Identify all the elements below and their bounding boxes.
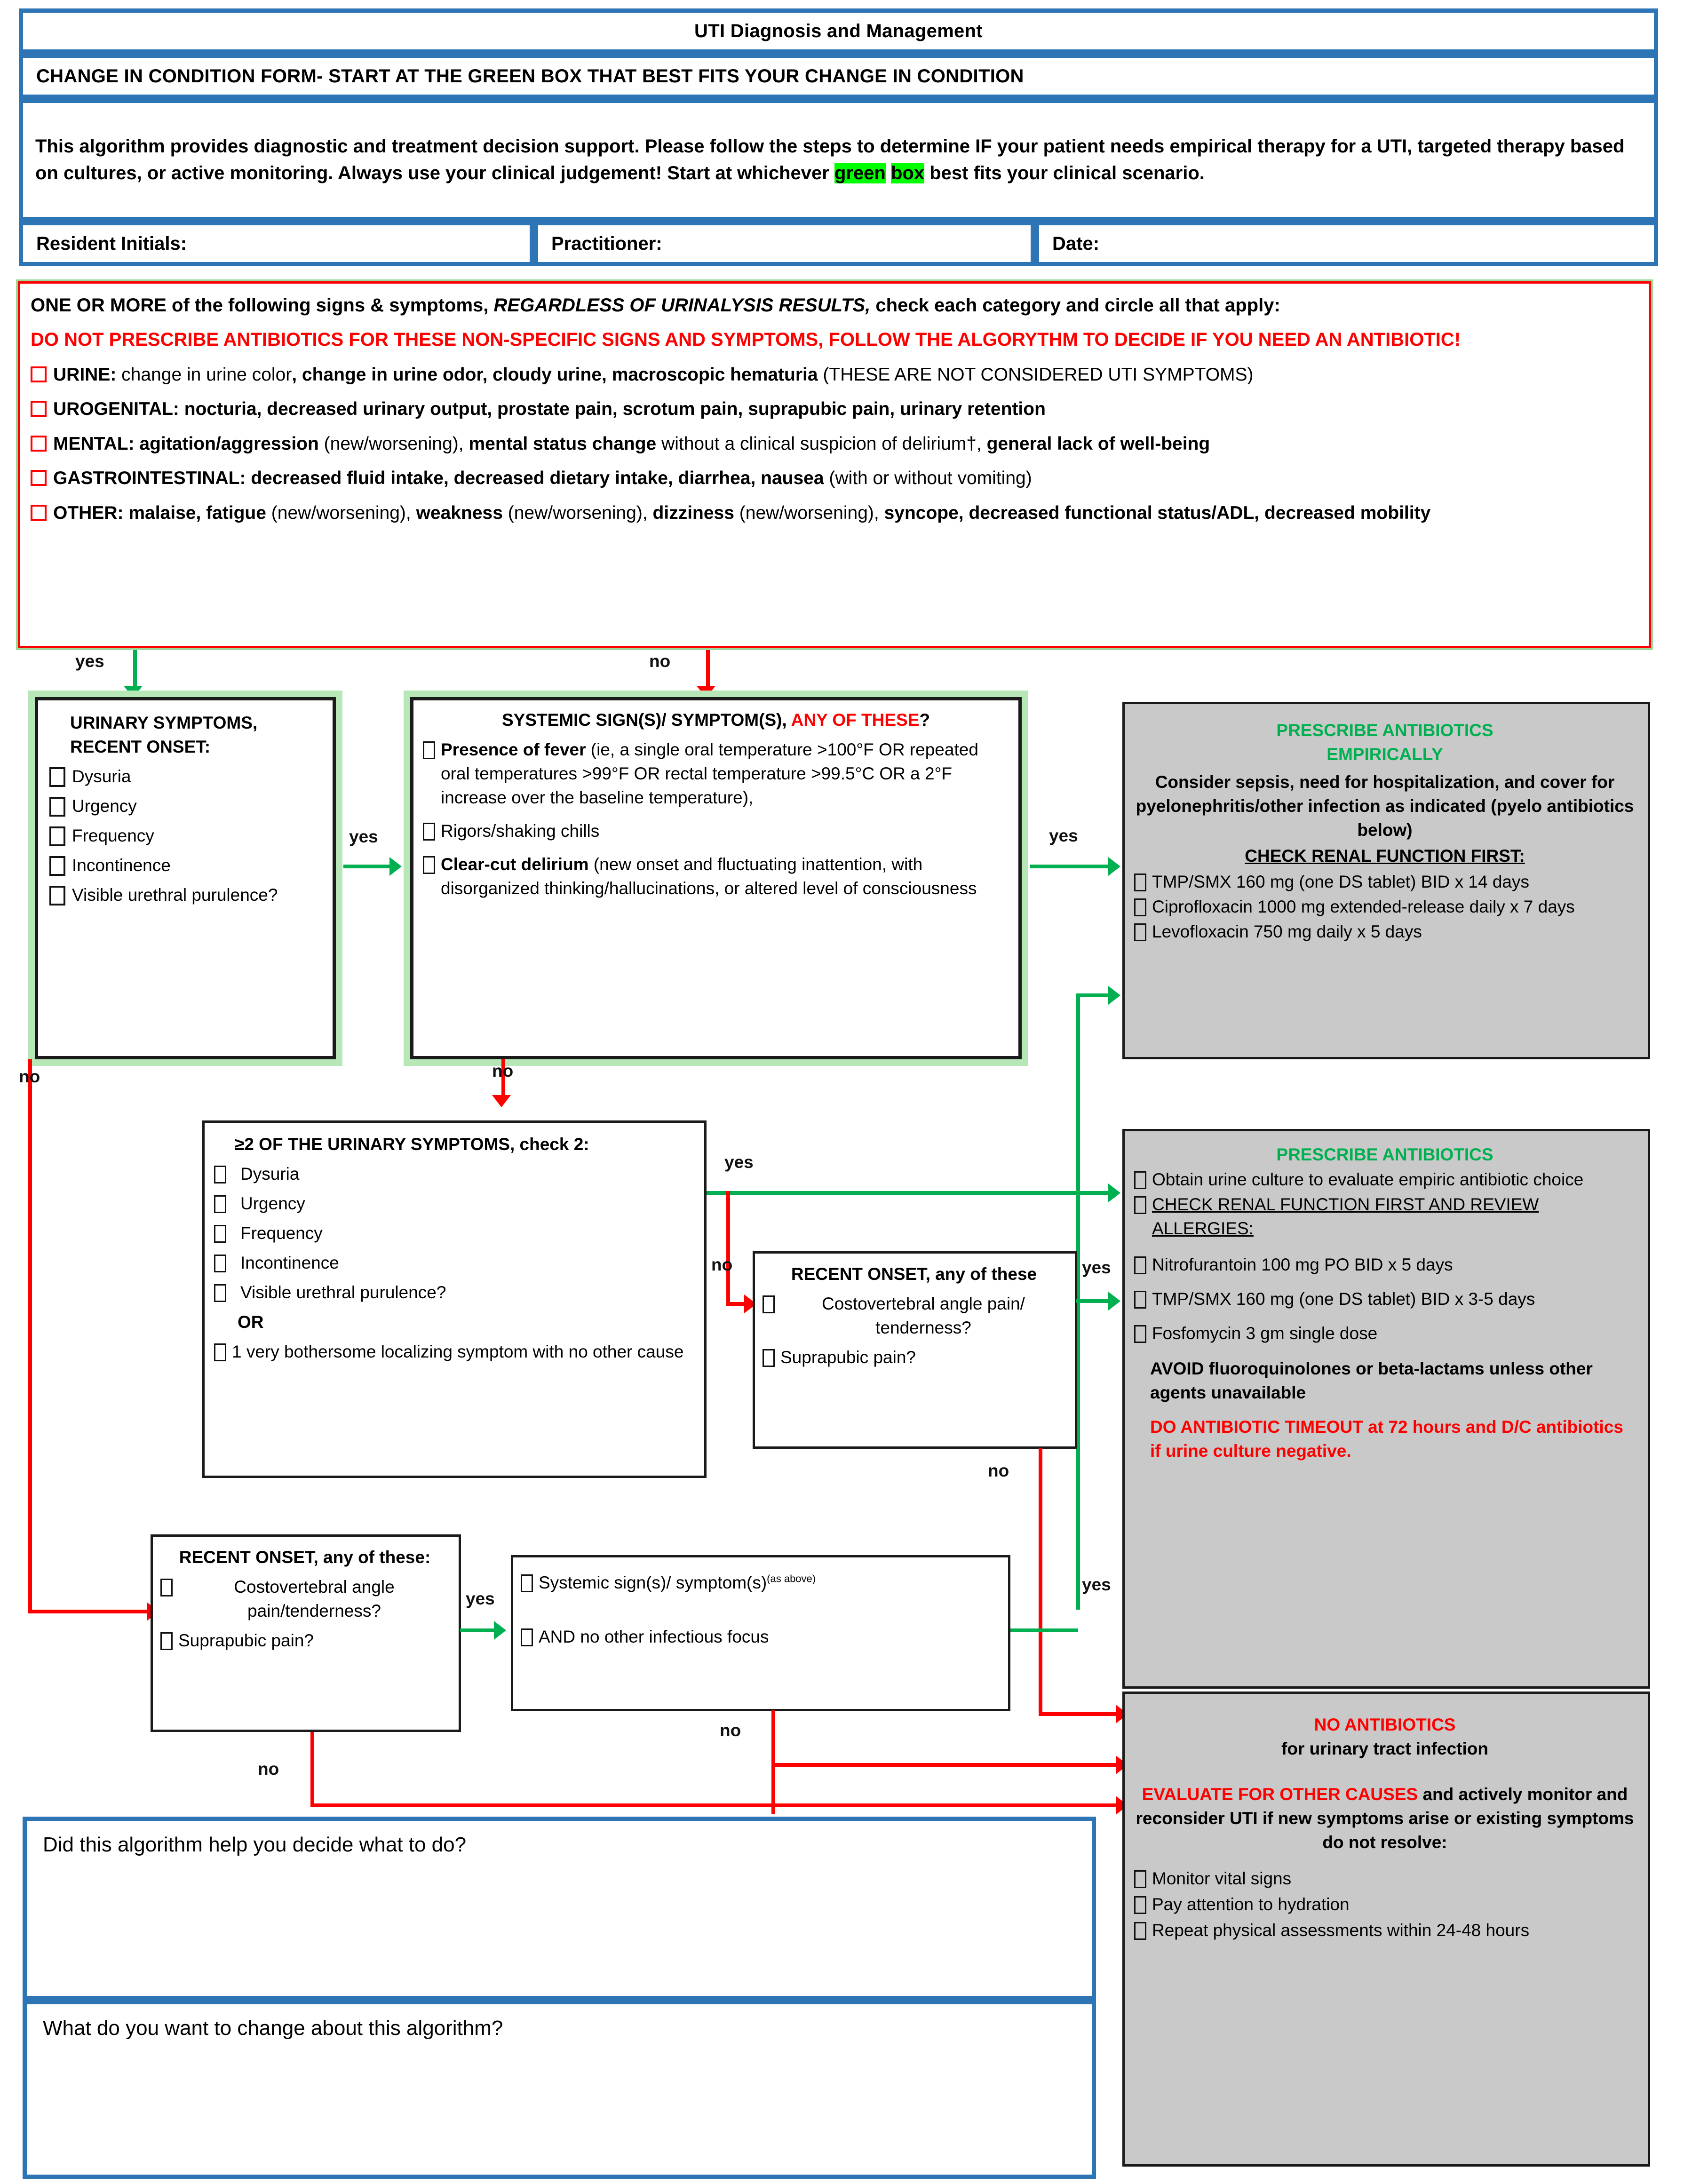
checkbox-icon[interactable] — [1134, 1896, 1146, 1914]
lead-italic: REGARDLESS OF URINALYSIS RESULTS, — [493, 295, 871, 316]
arrowhead-right-green-icon — [1108, 1183, 1120, 1202]
checkbox-icon[interactable] — [49, 797, 65, 817]
date-label: Date: — [1052, 233, 1100, 254]
mental-b2: mental status change — [469, 433, 657, 454]
other-n3: (new/worsening), — [734, 502, 884, 523]
prescribe-item-label: Obtain urine culture to evaluate empiric antibiotic choice — [1152, 1170, 1584, 1190]
systemic-rigors-text: Rigors/shaking chills — [441, 821, 600, 841]
instructions-green-1: green — [834, 163, 886, 183]
urinary-item-label: Dysuria — [72, 767, 131, 786]
checkbox-icon[interactable] — [763, 1295, 775, 1313]
checkbox-icon[interactable] — [214, 1166, 226, 1183]
no-antibiotics-item-repeat[interactable] — [1133, 1918, 1636, 1942]
checkbox-icon[interactable] — [1134, 1196, 1146, 1214]
edge-label-no: no — [258, 1759, 279, 1779]
change-in-condition-banner — [19, 54, 1658, 99]
edge-label-no: no — [720, 1721, 741, 1740]
signs-symptoms-lead — [31, 291, 1638, 319]
edge-systemic-yes-to-empiric — [1030, 865, 1110, 868]
no-antibiotics-box — [1122, 1692, 1650, 2167]
feedback-question-2: What do you want to change about this algorithm? — [43, 2017, 503, 2040]
checkbox-icon[interactable] — [49, 856, 65, 876]
other-label: OTHER: — [53, 502, 124, 523]
no-antibiotics-item-label: Monitor vital signs — [1152, 1869, 1292, 1889]
no-antibiotics-item-label: Pay attention to hydration — [1152, 1895, 1350, 1914]
page-title-box — [19, 8, 1658, 54]
uro-b1: nocturia, decreased urinary output, prostate pain, scrotum pain, suprapubic pain, urinary retention — [179, 399, 1046, 420]
arrowhead-down-red-icon — [697, 686, 715, 698]
no-antibiotics-title: NO ANTIBIOTICS — [1314, 1715, 1456, 1734]
urine-b4: macroscopic hematuria — [612, 365, 818, 385]
uro-label: UROGENITAL: — [53, 399, 179, 420]
feedback-question-1: Did this algorithm help you decide what to do? — [43, 1833, 467, 1856]
practitioner-label: Practitioner: — [551, 233, 662, 254]
mental-n1: (new/worsening), — [318, 433, 469, 454]
arrowhead-right-green-icon — [389, 857, 402, 876]
systemic-low-sup: (as above) — [767, 1572, 816, 1585]
instructions-part1: This algorithm provides diagnostic and treatment decision support. Please follow the steps to determine IF your patient needs empirical therapy for a UTI, targeted therapy based on cultures, or active monitoring. Always use your clinical judgement! Start at whichever — [35, 136, 1625, 183]
other-b3: dizziness — [652, 502, 734, 523]
recent-onset-low-box — [151, 1534, 461, 1732]
urine-b2: urine odor — [392, 365, 483, 385]
edge-label-no: no — [649, 651, 671, 671]
urinary-item-purulence[interactable] — [48, 883, 323, 907]
no-antibiotics-subtitle: for urinary tract infection — [1281, 1739, 1488, 1759]
systemic-low-item-focus[interactable] — [520, 1625, 999, 1649]
delirium-rest: (new onset and fluctuating inattention, with disorganized thinking/hallucinations, or altered level of consciousness — [441, 855, 977, 898]
prescribe-avoid-note: AVOID fluoroquinolones or beta-lactams unless other agents unavailable — [1150, 1359, 1593, 1403]
edge-label-yes: yes — [1049, 826, 1078, 845]
edge-label-no: no — [492, 1061, 514, 1080]
prescribe-drug-nitro[interactable] — [1133, 1253, 1636, 1277]
prescribe-empirically-box — [1122, 702, 1650, 1059]
checkbox-icon[interactable] — [423, 741, 435, 759]
systemic-low-box — [511, 1555, 1010, 1711]
checkbox-icon[interactable] — [763, 1349, 775, 1367]
empiric-check-renal: CHECK RENAL FUNCTION FIRST: — [1245, 846, 1525, 866]
systemic-title-a: SYSTEMIC SIGN(S)/ SYMPTOM(S), — [501, 710, 791, 730]
edge-systemic-low-yes — [1010, 1628, 1078, 1632]
checkbox-icon[interactable] — [214, 1225, 226, 1243]
urinary-item-label: Urgency — [72, 796, 137, 816]
symptom-urine-text — [53, 362, 1254, 388]
symptom-category-urogenital[interactable] — [31, 396, 1638, 422]
urine-n2: , — [482, 365, 493, 385]
recent-onset-mid-label: Costovertebral angle pain/ tenderness? — [822, 1294, 1025, 1338]
empiric-title-line2: EMPIRICALLY — [1327, 745, 1443, 764]
systemic-signs-title — [422, 708, 1010, 732]
no-antibiotics-item-vitals[interactable] — [1133, 1866, 1636, 1890]
recent-onset-mid-label: Suprapubic pain? — [780, 1348, 916, 1367]
urinary-item-label: Frequency — [72, 826, 154, 846]
delirium-bold: Clear-cut delirium — [441, 855, 589, 874]
lead-b: check each category and circle all that apply: — [870, 295, 1280, 316]
edge-recent-onset-low-no-horizontal — [310, 1803, 1122, 1807]
checkbox-icon[interactable] — [423, 856, 435, 874]
recent-onset-low-label: Costovertebral angle pain/tenderness? — [234, 1577, 395, 1621]
checkbox-icon[interactable] — [1134, 898, 1146, 916]
recent-onset-low-item-cva[interactable] — [159, 1575, 450, 1623]
recent-onset-mid-title: RECENT ONSET, any of these — [791, 1264, 1037, 1284]
evaluate-red: EVALUATE FOR OTHER CAUSES — [1142, 1785, 1418, 1804]
gi-b1: decreased fluid intake, decreased dietary intake, diarrhea, nausea — [246, 468, 824, 489]
other-b2: weakness — [416, 502, 503, 523]
signs-symptoms-box — [18, 281, 1651, 648]
urine-b1: , change in — [292, 365, 393, 385]
checkbox-icon[interactable] — [521, 1628, 533, 1646]
practitioner-field[interactable] — [534, 221, 1035, 266]
prescribe-timeout-note: DO ANTIBIOTIC TIMEOUT at 72 hours and D/C antibiotics if urine culture negative. — [1150, 1417, 1623, 1461]
recent-onset-low-title: RECENT ONSET, any of these: — [179, 1548, 431, 1567]
checkbox-icon[interactable] — [31, 401, 47, 417]
mental-n2: without a clinical suspicion of delirium†, — [656, 433, 987, 454]
urinary-item-label: Incontinence — [72, 856, 171, 875]
evaluate-rest: and actively monitor and reconsider UTI if new symptoms arise or existing symptoms do not resolve: — [1136, 1785, 1634, 1852]
instructions-box — [19, 99, 1658, 221]
two-item-incontinence[interactable] — [213, 1251, 694, 1275]
checkbox-icon[interactable] — [214, 1343, 226, 1361]
gi-n1: (with or without vomiting) — [824, 468, 1032, 489]
prescribe-drug-label: Nitrofurantoin 100 mg PO BID x 5 days — [1152, 1255, 1453, 1275]
urinary-item-dysuria[interactable] — [48, 764, 323, 788]
prescribe-drug-fosfo[interactable] — [1133, 1321, 1636, 1345]
symptom-mental-text — [53, 431, 1210, 457]
two-item-label: Dysuria — [240, 1164, 300, 1184]
arrowhead-right-green-icon — [1108, 857, 1120, 876]
empiric-body: Consider sepsis, need for hospitalization, and cover for pyelonephritis/other infection as indicated (pyelo antibiotics below) — [1136, 772, 1634, 840]
change-in-condition-text: CHANGE IN CONDITION FORM- START AT THE GREEN BOX THAT BEST FITS YOUR CHANGE IN CONDITION — [36, 65, 1024, 87]
no-antibiotics-evaluate — [1133, 1782, 1636, 1854]
checkbox-icon[interactable] — [31, 366, 47, 382]
resident-initials-label: Resident Initials: — [36, 233, 187, 254]
no-antibiotics-warning: DO NOT PRESCRIBE ANTIBIOTICS FOR THESE NON-SPECIFIC SIGNS AND SYMPTOMS, FOLLOW THE ALGORYTHM TO DECIDE IF YOU NEED AN ANTIBIOTIC! — [31, 329, 1461, 350]
checkbox-icon[interactable] — [49, 767, 65, 787]
fever-rest: (ie, a single oral temperature >100°F OR repeated oral temperatures >99°F OR rectal temperature >99.5°C OR a 2°F increase over the baseline temperature), — [441, 740, 978, 808]
edge-recent-onset-mid-no-horizontal — [1039, 1712, 1122, 1716]
urinary-symptoms-title: URINARY SYMPTOMS, RECENT ONSET: — [70, 713, 258, 757]
checkbox-icon[interactable] — [31, 436, 47, 452]
systemic-low-item-signs[interactable] — [520, 1571, 999, 1595]
checkbox-icon[interactable] — [1134, 923, 1146, 941]
systemic-title-red: ANY OF THESE — [791, 710, 920, 730]
prescribe-antibiotics-box — [1122, 1129, 1650, 1689]
checkbox-icon[interactable] — [31, 505, 47, 521]
urinary-item-label: Visible urethral purulence? — [72, 885, 278, 905]
empiric-drug-label: TMP/SMX 160 mg (one DS tablet) BID x 14 days — [1152, 872, 1529, 892]
two-item-urgency[interactable] — [213, 1191, 694, 1215]
symptom-category-other[interactable] — [31, 500, 1638, 526]
edge-label-no: no — [988, 1461, 1009, 1480]
other-n1: (new/worsening), — [266, 502, 416, 523]
checkbox-icon[interactable] — [1134, 1291, 1146, 1309]
gi-label: GASTROINTESTINAL: — [53, 468, 246, 489]
edge-urinary-yes-to-systemic — [343, 865, 390, 868]
mental-b3: general lack of well-being — [986, 433, 1210, 454]
two-item-frequency[interactable] — [213, 1221, 694, 1245]
prescribe-drug-label: Fosfomycin 3 gm single dose — [1152, 1324, 1378, 1343]
systemic-fever-text — [441, 738, 1010, 810]
empiric-drug-label: Levofloxacin 750 mg daily x 5 days — [1152, 922, 1422, 942]
arrowhead-right-green-icon — [1108, 986, 1120, 1005]
edge-label-yes: yes — [466, 1589, 495, 1608]
checkbox-icon[interactable] — [49, 826, 65, 846]
two-item-label: Incontinence — [240, 1253, 339, 1273]
edge-symptoms-to-urinary — [133, 650, 137, 689]
edge-label-yes: yes — [75, 651, 104, 671]
edge-recent-onset-mid-yes — [1076, 1299, 1110, 1303]
edge-label-yes: yes — [724, 1152, 754, 1172]
edge-systemic-low-no-horizontal — [771, 1763, 1122, 1767]
feedback-question-2-box[interactable] — [23, 2000, 1096, 2179]
instructions-part3: best fits your clinical scenario. — [924, 163, 1205, 183]
symptom-category-mental[interactable] — [31, 431, 1638, 457]
edge-recent-onset-low-no-vertical — [310, 1732, 314, 1807]
two-urinary-symptoms-box — [202, 1120, 707, 1478]
edge-two-symptoms-no-vertical — [726, 1191, 730, 1304]
urine-b3: cloudy urine — [492, 365, 602, 385]
recent-onset-mid-item-suprapubic[interactable] — [762, 1345, 1066, 1369]
checkbox-icon[interactable] — [521, 1574, 533, 1592]
urine-tail: (THESE ARE NOT CONSIDERED UTI SYMPTOMS) — [818, 365, 1254, 385]
edge-urinary-no-horizontal — [28, 1610, 150, 1613]
systemic-signs-box — [410, 697, 1022, 1059]
other-b1: malaise, fatigue — [123, 502, 266, 523]
edge-recent-onset-low-yes — [460, 1628, 496, 1632]
symptom-urogenital-text — [53, 396, 1046, 422]
empiric-drug-cipro[interactable] — [1133, 895, 1636, 919]
empiric-drug-label: Ciprofloxacin 1000 mg extended-release daily x 7 days — [1152, 897, 1575, 917]
arrowhead-right-green-icon — [494, 1621, 506, 1640]
checkbox-icon[interactable] — [1134, 1171, 1146, 1189]
two-item-label: Frequency — [240, 1223, 323, 1243]
urinary-symptoms-box — [35, 697, 336, 1059]
no-antibiotics-item-hydration[interactable] — [1133, 1892, 1636, 1916]
edge-label-yes: yes — [349, 827, 378, 846]
mental-b1: agitation/aggression — [134, 433, 319, 454]
symptom-category-urine[interactable] — [31, 362, 1638, 388]
resident-initials-field[interactable] — [19, 221, 534, 266]
prescribe-title: PRESCRIBE ANTIBIOTICS — [1276, 1145, 1493, 1164]
checkbox-icon[interactable] — [1134, 874, 1146, 891]
recent-onset-mid-box — [753, 1251, 1077, 1449]
symptom-other-text — [53, 500, 1430, 526]
other-n2: (new/worsening), — [502, 502, 653, 523]
empiric-drug-tmpsmx[interactable] — [1133, 870, 1636, 894]
arrowhead-right-green-icon — [1108, 1292, 1120, 1310]
checkbox-icon[interactable] — [214, 1255, 226, 1272]
arrowhead-down-green-icon — [124, 686, 143, 698]
two-symptoms-or: OR — [238, 1312, 264, 1332]
edge-label-no: no — [711, 1255, 733, 1274]
systemic-item-rigors[interactable] — [422, 819, 1010, 843]
date-field[interactable] — [1035, 221, 1658, 266]
edge-symptoms-to-systemic — [706, 650, 710, 689]
systemic-delirium-text — [441, 852, 1010, 900]
edge-urinary-no-vertical — [28, 1059, 32, 1613]
checkbox-icon[interactable] — [214, 1284, 226, 1302]
instructions-green-2: box — [891, 163, 925, 183]
urinary-item-incontinence[interactable] — [48, 853, 323, 877]
edge-label-yes: yes — [1082, 1258, 1111, 1277]
prescribe-drug-label: TMP/SMX 160 mg (one DS tablet) BID x 3-5 days — [1152, 1289, 1535, 1309]
checkbox-icon[interactable] — [1134, 1256, 1146, 1274]
prescribe-item-renal[interactable] — [1133, 1192, 1636, 1240]
no-antibiotics-item-label: Repeat physical assessments within 24-48 hours — [1152, 1921, 1530, 1940]
prescribe-item-label: CHECK RENAL FUNCTION FIRST AND REVIEW ALLERGIES: — [1152, 1195, 1539, 1239]
empiric-title-line1: PRESCRIBE ANTIBIOTICS — [1276, 721, 1493, 740]
other-b4: syncope, decreased functional status/ADL, decreased mobility — [884, 502, 1431, 523]
edge-recent-onset-mid-no-vertical — [1039, 1448, 1042, 1716]
urinary-item-frequency[interactable] — [48, 824, 323, 848]
two-item-label: Visible urethral purulence? — [240, 1283, 446, 1302]
checkbox-icon[interactable] — [49, 886, 65, 905]
checkbox-icon[interactable] — [160, 1632, 173, 1650]
systemic-low-text: Systemic sign(s)/ symptom(s) — [539, 1573, 767, 1592]
edge-label-no: no — [19, 1067, 40, 1086]
two-symptoms-title: ≥2 OF THE URINARY SYMPTOMS, check 2: — [235, 1135, 589, 1154]
edge-two-symptoms-yes — [707, 1191, 1110, 1195]
two-item-purulence[interactable] — [213, 1280, 694, 1304]
urinary-item-urgency[interactable] — [48, 794, 323, 818]
two-item-bothersome[interactable] — [213, 1340, 694, 1364]
checkbox-icon[interactable] — [1134, 1870, 1146, 1888]
fever-bold: Presence of fever — [441, 740, 586, 760]
prescribe-drug-tmpsmx[interactable] — [1133, 1287, 1636, 1311]
lead-a: ONE OR MORE of the following signs & symptoms, — [31, 295, 494, 316]
systemic-low-label: AND no other infectious focus — [539, 1627, 769, 1647]
checkbox-icon[interactable] — [31, 470, 47, 486]
instructions-part2 — [886, 163, 891, 183]
feedback-question-1-box[interactable] — [23, 1817, 1096, 2000]
urine-n1: change in urine color — [116, 365, 292, 385]
symptom-category-gastrointestinal[interactable] — [31, 465, 1638, 491]
checkbox-icon[interactable] — [423, 823, 435, 841]
recent-onset-low-item-suprapubic[interactable] — [159, 1628, 450, 1652]
edge-systemic-low-no-vertical — [771, 1710, 775, 1814]
page-title: UTI Diagnosis and Management — [694, 20, 983, 41]
systemic-title-b: ? — [919, 710, 930, 730]
checkbox-icon[interactable] — [1134, 1922, 1146, 1940]
checkbox-icon[interactable] — [1134, 1325, 1146, 1343]
systemic-low-label — [539, 1571, 816, 1595]
symptom-gi-text — [53, 465, 1032, 491]
checkbox-icon[interactable] — [160, 1579, 173, 1596]
empiric-drug-levo[interactable] — [1133, 920, 1636, 944]
two-item-label: Urgency — [240, 1194, 305, 1214]
instructions-text — [23, 128, 1654, 191]
recent-onset-mid-item-cva[interactable] — [762, 1292, 1066, 1340]
checkbox-icon[interactable] — [214, 1195, 226, 1213]
recent-onset-low-label: Suprapubic pain? — [178, 1631, 314, 1651]
arrowhead-down-red-icon — [492, 1095, 511, 1107]
edge-lower-yes-to-empiric — [1076, 993, 1110, 997]
urine-label: URINE: — [53, 365, 117, 385]
mental-label: MENTAL: — [53, 433, 135, 454]
edge-label-yes: yes — [1082, 1575, 1111, 1594]
systemic-item-fever[interactable] — [422, 738, 1010, 810]
two-item-dysuria[interactable] — [213, 1162, 694, 1186]
prescribe-item-culture[interactable] — [1133, 1167, 1636, 1191]
systemic-item-delirium[interactable] — [422, 852, 1010, 900]
two-item-label: 1 very bothersome localizing symptom with no other cause — [232, 1342, 684, 1362]
urine-n3: , — [602, 365, 612, 385]
